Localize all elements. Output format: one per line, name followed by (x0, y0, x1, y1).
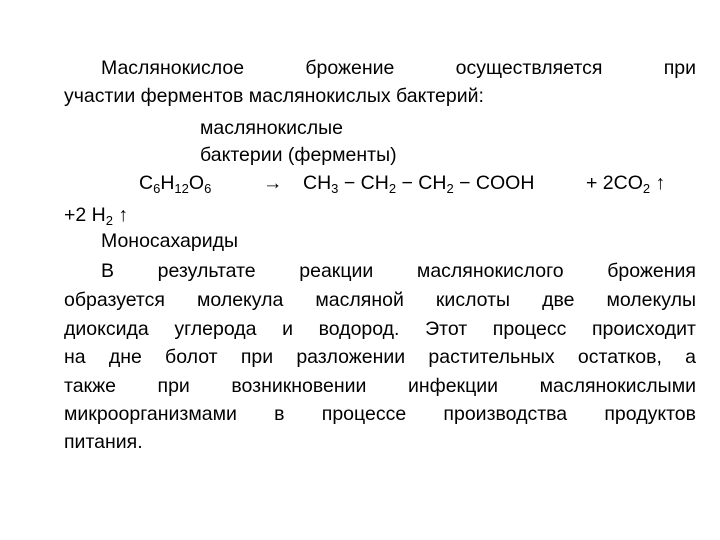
paragraph-line-3: диоксида углерода и водород. Этот процесс происходит (64, 318, 696, 340)
paragraph-line-1: В результате реакции маслянокислого брожения (101, 260, 696, 282)
catalyst-label-line-1: маслянокислые (200, 117, 343, 139)
reactant-name: Моносахариды (101, 230, 239, 252)
catalyst-label-line-2: бактерии (ферменты) (200, 144, 397, 166)
reactant-formula: $C_6H_{12}O_6$ (139, 172, 212, 196)
intro-line-1: Маслянокислое брожение осуществляется при (101, 57, 696, 79)
reaction-equation-continued: +2 $H_2$ ↑ (64, 204, 129, 228)
co2-product: + $2CO_2$ ↑ (586, 172, 666, 196)
paragraph-line-6: микроорганизмами в процессе производства продуктов (64, 403, 696, 425)
reaction-equation (0, 171, 720, 197)
butyric-acid-formula: $CH_3 - CH_2 - CH_2$ − COOH (303, 172, 535, 196)
paragraph-line-7: питания. (64, 431, 143, 453)
paragraph-line-2: образуется молекула масляной кислоты две молекулы (64, 289, 696, 311)
paragraph-line-5: также при возникновении инфекции маслянокислыми (64, 375, 696, 397)
paragraph-line-4: на дне болот при разложении растительных остатков, а (64, 346, 696, 368)
intro-line-2: участии ферментов маслянокислых бактерий: (64, 85, 484, 107)
reaction-arrow: → (263, 172, 283, 194)
